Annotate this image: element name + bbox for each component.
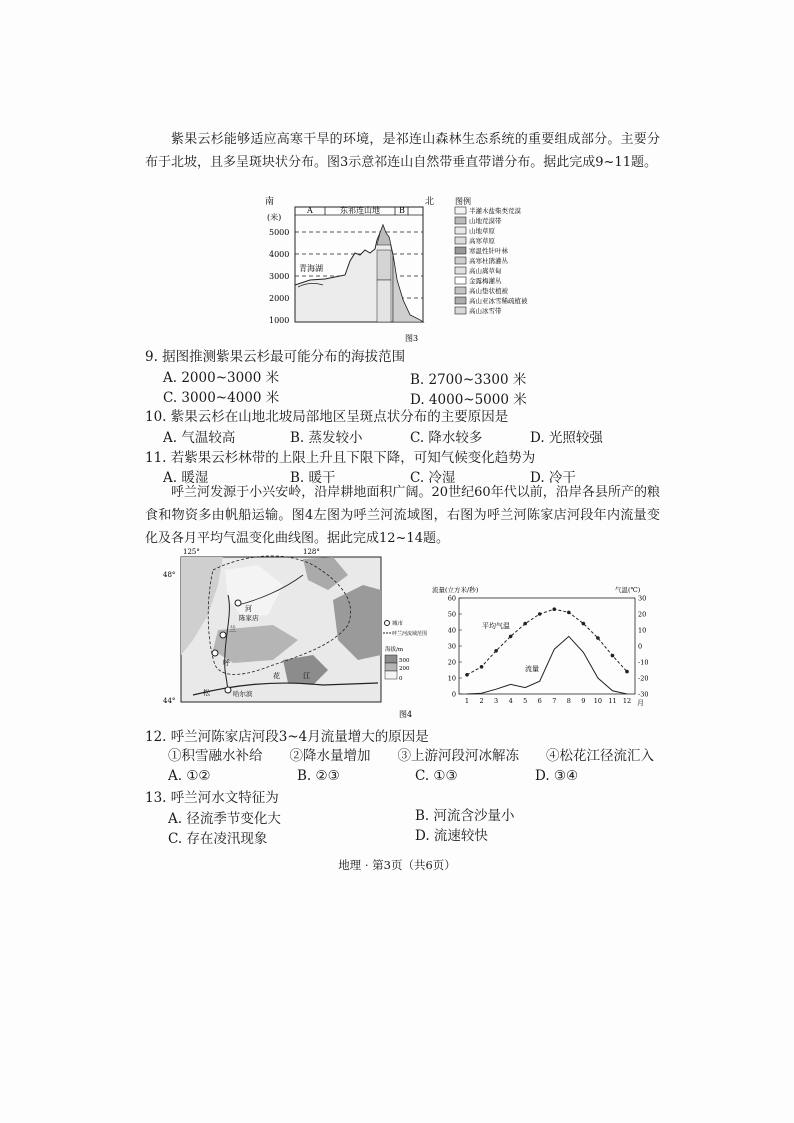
chart-xtick: 5 <box>523 697 528 705</box>
question-9-option-c[interactable]: C. 3000~4000 米 <box>163 390 280 406</box>
fig3-ytick-3000: 3000 <box>269 272 290 281</box>
map-label-hua: 花 <box>273 672 280 680</box>
legend-item: 高寒杜鹃灌丛 <box>469 257 508 265</box>
chart-ylabel-left: 流量(立方米/秒) <box>432 586 479 594</box>
question-12-stem: 12. 呼兰河陈家店河段3~4月流量增大的原因是 <box>145 729 429 745</box>
question-10-option-c[interactable]: C. 降水较多 <box>410 430 483 446</box>
legend-item: 山地草原 <box>469 227 495 235</box>
fig3-ytick-2000: 2000 <box>269 294 290 303</box>
figure-4-basin-map <box>163 545 428 720</box>
intro-paragraph-2: 呼兰河发源于小兴安岭，沿岸耕地面积广阔。20世纪60年代以前，沿岸各县所产的粮食和物资多由帆船运输。图4左图为呼兰河流域图，右图为呼兰河陈家店河段年内流量变化及各月平均气温变化曲线图。据此完成12~14题。 <box>145 485 660 546</box>
fig3-caption: 图3 <box>405 334 419 343</box>
intro-paragraph-1: 紫果云杉能够适应高寒干旱的环境，是祁连山森林生态系统的重要组成部分。主要分布于北坡，且多呈斑块状分布。图3示意祁连山自然带垂直带谱分布。据此完成9~11题。 <box>145 132 660 170</box>
temperature-point <box>465 673 469 677</box>
chart-xtick: 10 <box>593 697 603 705</box>
temperature-point <box>611 654 615 658</box>
chart-label-temperature: 平均气温 <box>482 622 510 630</box>
legend-city: 城市 <box>392 621 404 627</box>
legend-item: 高寒草原 <box>469 237 495 245</box>
temperature-point <box>494 649 498 653</box>
legend-item: 半灌木盐柴类荒漠 <box>469 207 521 215</box>
legend-item: 山地荒漠带 <box>469 217 502 225</box>
fig3-ytick-1000: 1000 <box>269 316 290 325</box>
fig4-lat-44: 44° <box>163 697 176 705</box>
chart-ytick-left: 30 <box>447 642 456 651</box>
question-13-option-b[interactable]: B. 河流含沙量小 <box>415 808 515 824</box>
page-footer: 地理 · 第3页（共6页） <box>338 858 456 872</box>
question-13-option-a[interactable]: A. 径流季节变化大 <box>168 811 281 827</box>
fig3-north-label: 北 <box>425 197 435 207</box>
question-12-option-d[interactable]: D. ③④ <box>535 768 579 784</box>
fig4-lon-125: 125° <box>183 548 200 556</box>
legend-elev-200: 200 <box>399 666 410 672</box>
legend-item: 高山亚冰雪稀疏植被 <box>469 297 528 305</box>
map-label-hu: 呼 <box>223 659 230 667</box>
question-11-stem: 11. 若紫果云杉林带的上限上升且下限下降，可知气候变化趋势为 <box>145 450 536 466</box>
temperature-point <box>625 670 629 674</box>
legend-elevation-title: 海拔/m <box>385 647 404 653</box>
chart-xtick: 1 <box>464 697 470 705</box>
chart-ytick-right: -30 <box>638 690 649 699</box>
temperature-point <box>582 622 586 626</box>
legend-item: 高山冰雪带 <box>469 307 502 315</box>
question-12-option-a[interactable]: A. ①② <box>168 768 211 784</box>
chart-ytick-right: 20 <box>638 610 647 619</box>
question-11-option-d[interactable]: D. 冷干 <box>530 470 576 486</box>
question-10-option-d[interactable]: D. 光照较强 <box>530 430 603 446</box>
legend-item: 高山嵩草甸 <box>469 267 502 275</box>
question-12-option-c[interactable]: C. ①③ <box>415 768 458 784</box>
map-label-harbin: 哈尔滨 <box>233 690 253 698</box>
legend-basin: 呼兰河流域范围 <box>392 631 428 637</box>
map-label-he: 河 <box>245 605 252 613</box>
temperature-point <box>567 611 571 615</box>
chart-label-flow: 流量 <box>525 665 539 673</box>
chart-xtick: 3 <box>494 697 499 705</box>
legend-item: 寒温性针叶林 <box>469 247 508 255</box>
chart-ytick-right: -20 <box>638 674 649 683</box>
fig3-band-b: B <box>399 206 405 215</box>
chart-ytick-left: 50 <box>447 610 456 619</box>
legend-item: 金露梅灌丛 <box>469 277 502 285</box>
map-label-lan: 兰 <box>229 625 236 633</box>
fig3-band-mid: 东祁连山地 <box>340 206 380 215</box>
chart-xtick: 7 <box>552 697 557 705</box>
chart-month-suffix: 月 <box>637 699 644 707</box>
question-11-option-a[interactable]: A. 暖湿 <box>163 470 209 486</box>
question-9-option-a[interactable]: A. 2000~3000 米 <box>163 370 280 386</box>
fig3-ytick-5000: 5000 <box>269 228 290 237</box>
chart-ytick-left: 20 <box>447 658 456 667</box>
legend-elev-500: 500 <box>399 658 410 664</box>
temperature-point <box>596 636 600 640</box>
question-10-option-a[interactable]: A. 气温较高 <box>163 430 236 446</box>
temperature-point <box>552 607 556 611</box>
question-10-stem: 10. 紫果云杉在山地北坡局部地区呈斑点状分布的主要原因是 <box>145 409 509 425</box>
question-10-option-b[interactable]: B. 蒸发较小 <box>290 430 363 446</box>
fig3-lake-label: 青海湖 <box>299 264 323 273</box>
temperature-point <box>509 635 513 639</box>
fig3-unit-label: (米) <box>267 213 282 222</box>
fig4-lat-48: 48° <box>163 571 176 579</box>
chart-ytick-right: -10 <box>638 658 649 667</box>
figure-3-vertical-zonation <box>265 195 545 343</box>
chart-ytick-left: 10 <box>447 674 456 683</box>
chart-ytick-right: 0 <box>638 642 643 651</box>
fig4-caption: 图4 <box>399 710 413 719</box>
fig3-band-a: A <box>307 206 313 215</box>
flow-series-line <box>467 636 627 694</box>
chart-xtick: 4 <box>508 697 513 705</box>
question-13-option-c[interactable]: C. 存在凌汛现象 <box>168 831 268 847</box>
chart-xtick: 2 <box>479 697 484 705</box>
question-9-option-d[interactable]: D. 4000~5000 米 <box>410 392 527 408</box>
temperature-point <box>523 622 527 626</box>
map-label-jiang: 江 <box>303 672 310 680</box>
question-9-stem: 9. 据图推测紫果云杉最可能分布的海拔范围 <box>145 349 406 365</box>
legend-item: 高山垫状植被 <box>469 287 508 295</box>
question-13-option-d[interactable]: D. 流速较快 <box>415 828 488 844</box>
map-label-song: 松 <box>203 689 210 697</box>
chart-xtick: 11 <box>608 697 617 705</box>
question-11-option-c[interactable]: C. 冷湿 <box>410 470 456 486</box>
chart-ytick-right: 30 <box>638 594 647 603</box>
chart-ytick-right: 10 <box>638 626 647 635</box>
figure-4-flow-temperature-chart <box>432 583 662 708</box>
fig3-legend <box>455 206 528 315</box>
fig3-ytick-4000: 4000 <box>269 250 290 259</box>
chart-ytick-left: 60 <box>447 594 456 603</box>
map-label-chenjiadian: 陈家店 <box>239 614 259 622</box>
chart-xtick: 8 <box>566 697 571 705</box>
chart-xtick: 6 <box>537 697 542 705</box>
question-12-option-b[interactable]: B. ②③ <box>297 768 340 784</box>
temperature-point <box>538 612 542 616</box>
question-9-option-b[interactable]: B. 2700~3300 米 <box>410 372 527 388</box>
temperature-point <box>480 665 484 669</box>
chart-ytick-left: 0 <box>451 690 456 699</box>
fig3-legend-title: 图例 <box>455 197 471 206</box>
chart-ytick-left: 40 <box>447 626 456 635</box>
question-11-option-b[interactable]: B. 暖干 <box>290 470 336 486</box>
chart-ylabel-right: 气温(℃) <box>615 586 641 594</box>
chart-xtick: 12 <box>622 697 632 705</box>
chart-xtick: 9 <box>581 697 586 705</box>
question-13-stem: 13. 呼兰河水文特征为 <box>145 790 279 806</box>
legend-elev-0: 0 <box>399 676 403 682</box>
question-12-items: ①积雪融水补给 ②降水量增加 ③上游河段河冰解冻 ④松花江径流汇入 <box>168 748 654 764</box>
fig4-lon-128: 128° <box>303 548 320 556</box>
fig3-south-label: 南 <box>265 197 275 207</box>
